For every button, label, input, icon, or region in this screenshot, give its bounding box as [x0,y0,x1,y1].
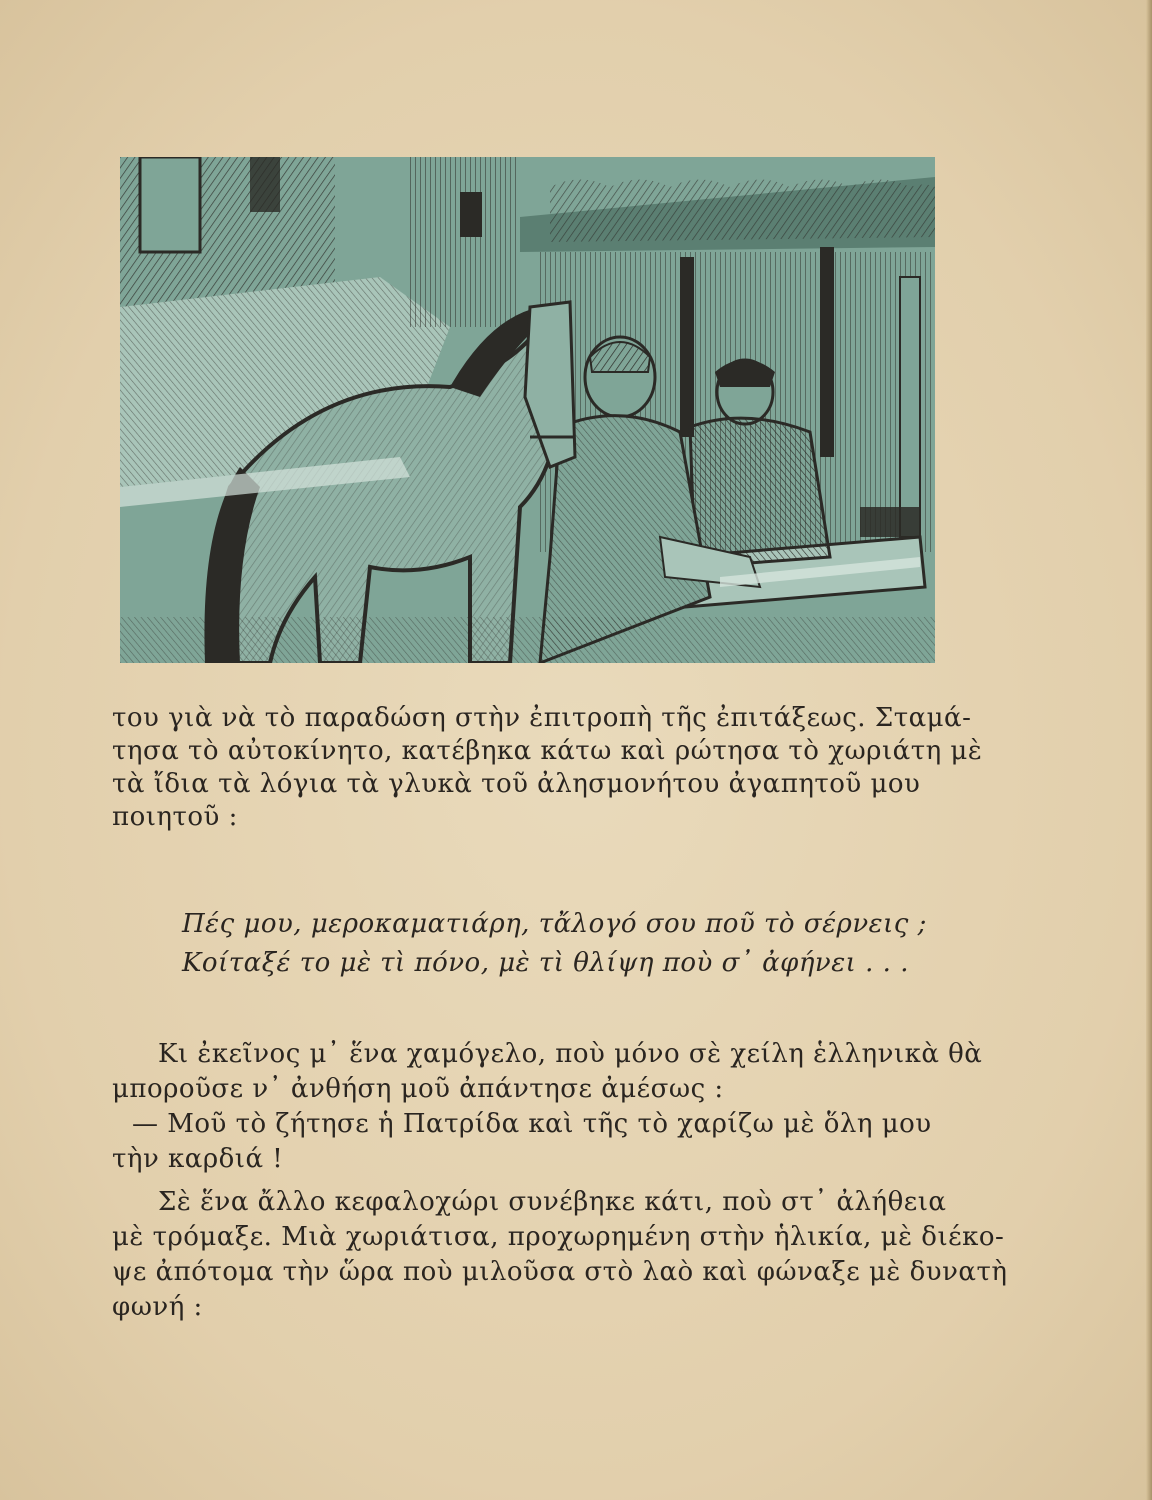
paragraph-line: Σὲ ἕνα ἄλλο κεφαλοχώρι συνέβηκε κάτι, ποὺ στ᾿ ἀλήθεια [158,1187,947,1217]
dialogue-line: — Μοῦ τὸ ζήτησε ἡ Πατρίδα καὶ τῆς τὸ χαρίζω μὲ ὅλη μου [132,1109,932,1139]
paragraph-line: ψε ἀπότομα τὴν ὥρα ποὺ μιλοῦσα στὸ λαὸ καὶ φώναξε μὲ δυνατὴ [112,1257,1008,1287]
verse-line: Πές μου, μεροκαματιάρη, τἄλογό σου ποῦ τὸ σέρνεις ; [182,909,927,939]
page-edge [1146,0,1152,1500]
verse-quote [182,905,1012,983]
verse-line: Κοίταξέ το μὲ τὶ πόνο, μὲ τὶ θλίψη ποὺ σ᾿ ἀφήνει . . . [182,948,909,978]
paragraph-line: Κι ἐκεῖνος μ᾿ ἕνα χαμόγελο, ποὺ μόνο σὲ χείλη ἑλληνικὰ θὰ [158,1039,983,1069]
paragraph-3 [112,1185,1008,1325]
paragraph-line: τὰ ἴδια τὰ λόγια τὰ γλυκὰ τοῦ ἀλησμονήτου ἀγαπητοῦ μου [112,769,921,799]
horse-and-villagers-image [120,157,935,663]
paragraph-line: του γιὰ νὰ τὸ παραδώση στὴν ἐπιτροπὴ τῆς ἐπιτάξεως. Σταμά- [112,703,972,733]
woodcut-illustration [120,157,935,663]
paragraph-2 [112,1037,983,1177]
paragraph-line: τησα τὸ αὐτοκίνητο, κατέβηκα κάτω καὶ ρώτησα τὸ χωριάτη μὲ [112,736,983,766]
paragraph-line: φωνή : [112,1292,203,1322]
paragraph-line: ποιητοῦ : [112,802,238,832]
paragraph-line: μὲ τρόμαξε. Μιὰ χωριάτισα, προχωρημένη στὴν ἡλικία, μὲ διέκο- [112,1222,1005,1252]
paragraph-1 [112,702,983,834]
paragraph-line: τὴν καρδιά ! [112,1144,284,1174]
paragraph-line: μποροῦσε ν᾿ ἀνθήση μοῦ ἀπάντησε ἀμέσως : [112,1074,724,1104]
